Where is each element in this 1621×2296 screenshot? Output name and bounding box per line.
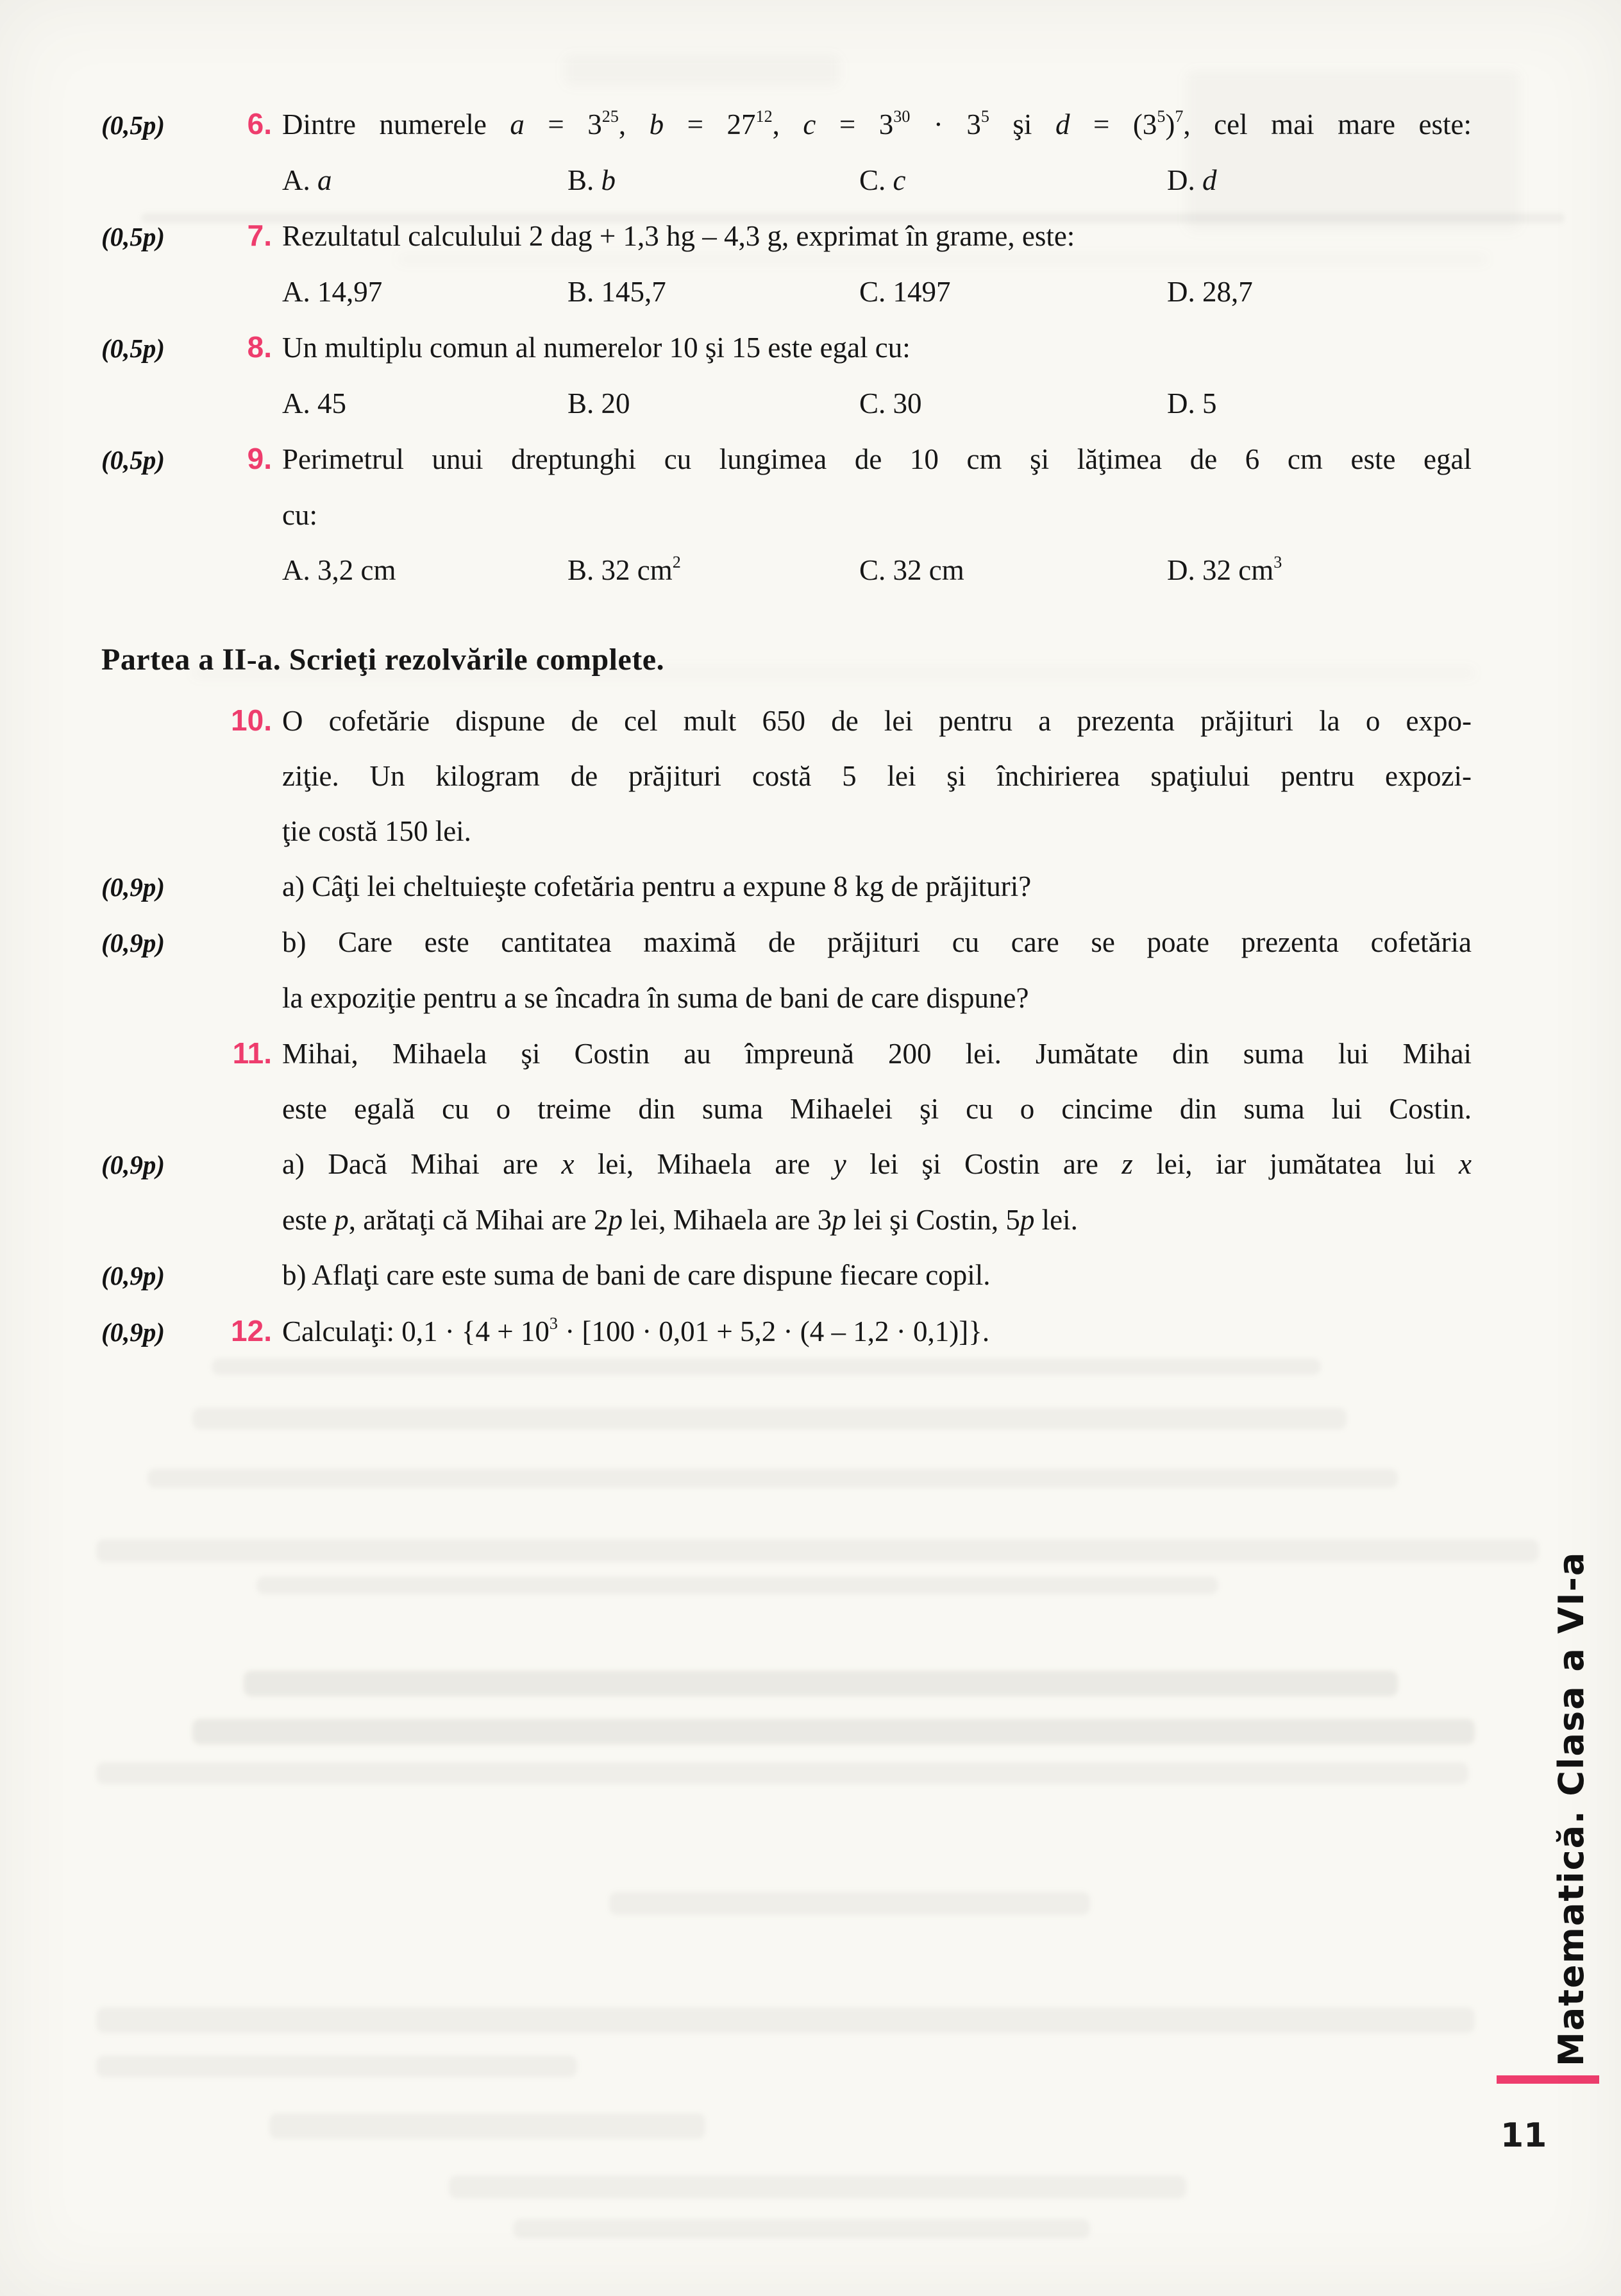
bleed-through-line (96, 2007, 1475, 2033)
question-number-q10: 10. (231, 704, 272, 737)
option-d-q9: D. 32 $cm^3$ (1167, 552, 1282, 586)
bleed-through-line (449, 2175, 1186, 2199)
sidebar-book-title: Matematică. Clasa a VI-a (1551, 1551, 1592, 2066)
sidebar-accent-bar (1497, 2075, 1599, 2084)
bleed-through-line (147, 1469, 1398, 1488)
option-a-q8: A. 45 (282, 387, 346, 419)
points-label-q11a: (0,9p) (101, 1150, 165, 1179)
points-label-q10b: (0,9p) (101, 928, 165, 958)
option-d-q6: D. d (1167, 164, 1217, 196)
question-9 (101, 431, 1474, 487)
question-text-q7: Rezultatul calculului 2 dag + 1,3 hg – 4,3 g, exprimat în grame, este: (282, 220, 1075, 252)
test-questions-block (101, 96, 1474, 1360)
question-8 (101, 319, 1474, 376)
points-label-q9: (0,5p) (101, 445, 165, 475)
question-text-q9-line2: cu: (282, 499, 317, 531)
question-text-q8: Un multiplu comun al numerelor 10 şi 15 este egal cu: (282, 332, 911, 364)
question-text-q9-line1: Perimetrul unui dreptunghi cu lungimea de 10 cm şi lăţimea de 6 cm este egal (282, 443, 1472, 475)
question-text-q11-line2: este egală cu o treime din suma Mihaelei şi cu o cincime din suma lui Costin. (282, 1093, 1472, 1125)
points-label-q12: (0,9p) (101, 1317, 165, 1347)
question-11a (101, 1136, 1474, 1192)
question-12 (101, 1303, 1474, 1360)
bleed-through-line (96, 1539, 1539, 1562)
points-label-q10a: (0,9p) (101, 872, 165, 902)
option-a-q7: A. 14,97 (282, 276, 383, 308)
bleed-through-heading (192, 1719, 1475, 1744)
option-b-q7: B. 145,7 (567, 276, 666, 308)
part-2-heading: Partea a II-a. Scrieţi rezolvările complete. (101, 643, 665, 677)
question-text-q10-line1: O cofetărie dispune de cel mult 650 de lei pentru a prezenta prăjituri la o expo- (282, 705, 1472, 737)
option-d-q7: D. 28,7 (1167, 276, 1253, 308)
question-text-q12: Calculaţi: $0,1 \cdot \{4 + 10^3 \cdot [100 \cdot 0,01 + 5,2 \cdot (4 - 1,2 \cdot 0,1)]\}$. (282, 1313, 990, 1347)
question-10b (101, 915, 1474, 970)
option-b-q6: B. b (567, 164, 616, 196)
bleed-through-line (256, 1576, 1218, 1594)
option-a-q6: A. a (282, 164, 332, 196)
option-c-q7: C. 1497 (859, 276, 951, 308)
bleed-through-heading (244, 1671, 1398, 1696)
question-text-q10-line3: ţie costă 150 lei. (282, 815, 471, 847)
points-label-q6: (0,5p) (101, 110, 165, 140)
points-label-q8: (0,5p) (101, 333, 165, 363)
question-text-q11a-line2: este p, arătaţi că Mihai are 2p lei, Mihaela are 3p lei şi Costin, 5p lei. (282, 1204, 1078, 1236)
question-9-continuation (101, 487, 1474, 543)
points-label-q7: (0,5p) (101, 222, 165, 251)
question-number-q12: 12. (231, 1314, 272, 1347)
bleed-through-line (212, 1358, 1321, 1375)
question-9-options (101, 543, 1474, 598)
question-6 (101, 96, 1474, 153)
question-7-options (101, 264, 1474, 319)
question-11a-continuation (101, 1192, 1474, 1247)
question-7 (101, 208, 1474, 264)
question-text-q10a: a) Câţi lei cheltuieşte cofetăria pentru a expune 8 kg de prăjituri? (282, 870, 1032, 902)
option-a-q9: A. 3,2 cm (282, 554, 396, 586)
question-10-continuation (101, 804, 1474, 859)
question-6-options (101, 153, 1474, 208)
bleed-through-blob (564, 55, 840, 86)
question-8-options (101, 376, 1474, 431)
question-number-q6: 6. (247, 107, 272, 140)
question-11-continuation (101, 1081, 1474, 1136)
bleed-through-line (513, 2219, 1090, 2238)
question-number-q9: 9. (247, 442, 272, 475)
option-b-q9: B. 32 $cm^2$ (567, 552, 681, 586)
bleed-through-line (96, 2055, 577, 2077)
bleed-through-line (269, 2113, 705, 2139)
question-11b (101, 1247, 1474, 1303)
option-d-q8: D. 5 (1167, 387, 1217, 419)
option-c-q6: C. c (859, 164, 906, 196)
page-number: 11 (1500, 2116, 1547, 2155)
points-label-q11b: (0,9p) (101, 1261, 165, 1290)
question-text-q11b: b) Aflaţi care este suma de bani de care dispune fiecare copil. (282, 1259, 991, 1291)
question-11 (101, 1026, 1474, 1081)
bleed-through-line (192, 1408, 1347, 1430)
bleed-through-line (96, 1762, 1468, 1784)
question-text-q10b-line2: la expoziţie pentru a se încadra în suma de bani de care dispune? (282, 982, 1029, 1014)
question-number-q8: 8. (247, 330, 272, 364)
question-text-q11-line1: Mihai, Mihaela şi Costin au împreună 200 lei. Jumătate din suma lui Mihai (282, 1038, 1472, 1070)
bleed-through-line (609, 1892, 1090, 1915)
option-b-q8: B. 20 (567, 387, 630, 419)
question-text-q6: Dintre numerele $a = 3^{25}$, $b = 27^{12}$, $c = 3^{30} \cdot 3^5$ şi $d = (3^5)^7$, cel mai mare este: (282, 106, 1472, 140)
option-c-q9: C. 32 cm (859, 554, 964, 586)
option-c-q8: C. 30 (859, 387, 922, 419)
question-10b-continuation (101, 970, 1474, 1026)
question-text-q11a-line1: a) Dacă Mihai are x lei, Mihaela are y lei şi Costin are z lei, iar jumătatea lui x (282, 1148, 1472, 1180)
question-number-q11: 11. (232, 1036, 272, 1070)
question-text-q10-line2: ziţie. Un kilogram de prăjituri costă 5 lei şi închirierea spaţiului pentru expozi- (282, 760, 1472, 792)
question-10-continuation (101, 748, 1474, 804)
question-10 (101, 693, 1474, 748)
question-text-q10b-line1: b) Care este cantitatea maximă de prăjituri cu care se poate prezenta cofetăria (282, 926, 1472, 958)
question-10a (101, 859, 1474, 915)
question-number-q7: 7. (247, 219, 272, 252)
